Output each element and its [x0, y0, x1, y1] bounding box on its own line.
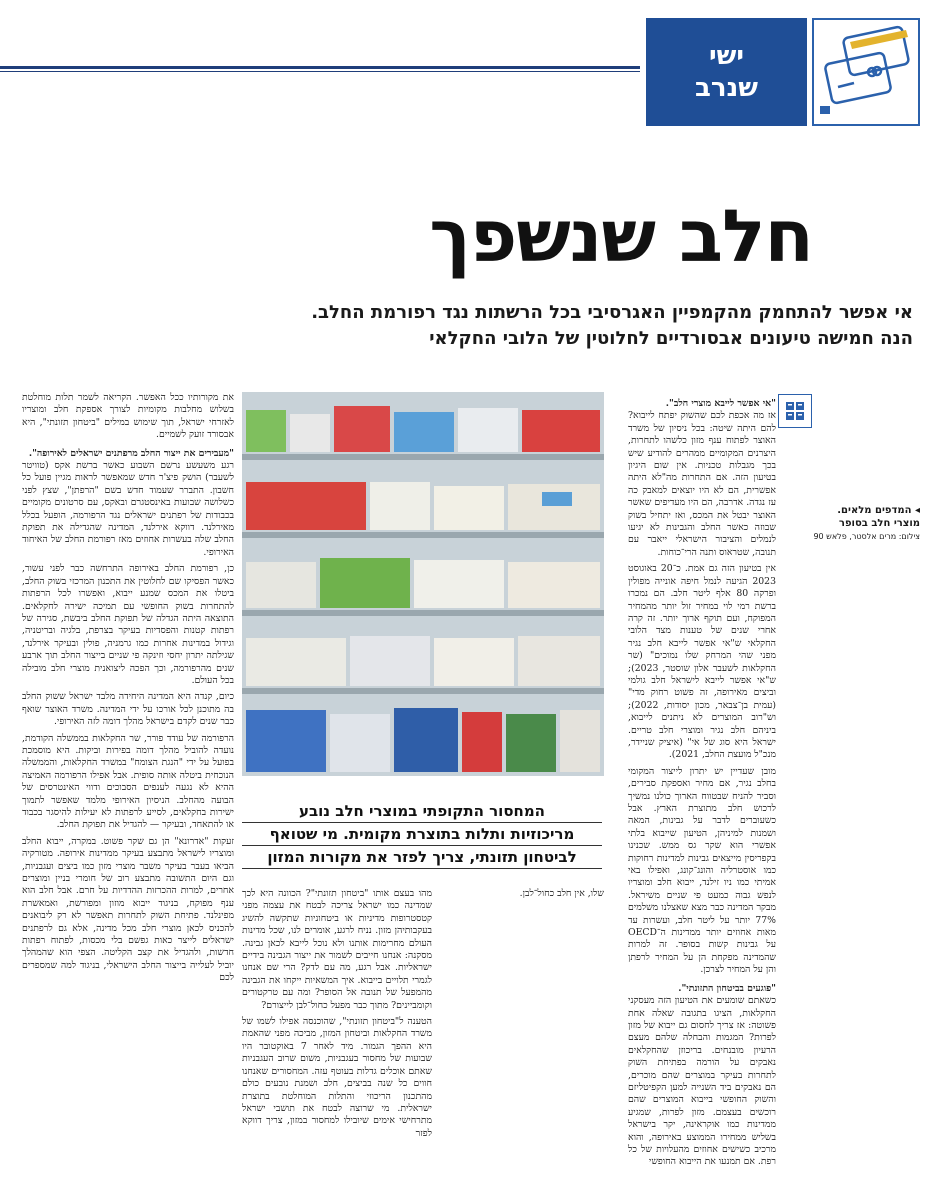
section-heading: "מעבירים את ייצור החלב מרפתנים ישראלים לאירופה".	[28, 447, 234, 459]
photo-credit: צילום: מרים אלסטר, פלאש 90	[813, 532, 920, 541]
column-left	[22, 392, 234, 1192]
column-right	[628, 392, 776, 1192]
paragraph: כן, רפורמת החלב באירופה התרחשה כבר לפני עשור, כאשר הפסיקו שם לחלוטין את התכנון המרכזי בשוק החלב, ביטלו את המכס שמנע ייבוא, ואפשרו לכל הרפתות להתחרות בשוק החופשי עם תמיכה ישירה לחקלאים. התוצאה היתה הגדלה של תפוקת החלב ביבשת, סגירה של רפתות קטנות והפסדיות בעיקר בצרפת, בלגיה ובריטניה, וגידול במדינות אחרות כמו גרמניה, פולין ובעיקר אירלנד, שגילתה יתרון יחסי וזינקה פי שניים בייצור החלב תוך ארבע שנים מהרפורמה, וכך הפכה ליצואנית מוצרי חלב מובילה בכל העולם.	[22, 563, 234, 686]
paragraph: רגע משעשע נרשם השבוע כאשר ברשת אקס (טוויטר לשעבר) הושק פיצ'ר חדש שמאפשר לראות מגיין פועל כל חשבון. התברר שעמוד חדש בשם "הרפתן", שצץ לפני כשלושה שבועות באינסטגרם ובאקס, עם סרטונים מקומיים בכבודות של רפתנים ישראלים נגד הרפורמה, הופעל בכלל מאירלנד. דווקא אירלנד, המדינה שהגדילה את תפוקת החלב שלה בעשרות אחוזים מאז רפורמת החלב של האיחוד האירופי.	[22, 460, 234, 558]
pull-quote-line: מריכוזיות ותלות בתוצרת מקומית. מי שטואף	[242, 823, 602, 846]
subhead-line-2: הנה חמישה טיעונים אבסורדיים לחלוטין של הלובי החקלאי	[429, 328, 913, 349]
column-middle-right	[440, 888, 604, 1194]
author-last-name: שנרב	[695, 73, 759, 103]
paragraph: כיום, קנדה היא המדינה היחידה מלבד ישראל ששוק החלב בה מתוכנן לכל אורכו על ידי המדינה. משרד האוצר שואף כבר שנים לקדם בישראל מהלך דומה לזה האירופי.	[22, 691, 234, 728]
article-subhead	[33, 300, 913, 352]
paragraph: כשאתם שומעים את הטיעון הזה מעסקני החקלאות, הציגו בתגובה שאלה אחת פשוטה: אז צריך לחסום גם ייבוא של מזון לפרות? המגמות והבחלה שלהם מעצם הרעיון מובנחים. בריכוזן שהחקלאים נאבקים על הורמה בפתיחת השוק לתחרות בעיקר במוצרים שהם מוכרים, הם נאבקים ביד השנייה למען הקפיטליזם והשוק החופשי בייבוא המוצרים שהם רוכשים בעצמם. מזון לפרות, שמגיע ממדינות כמו אוקראינה, יקר בישראל בשליש ממחירו הממוצע באירופה, והוא מרכיב כשישים אחוזים מהעלויות של כל רפת. אם תמנעו את הייבוא החופשי	[628, 995, 776, 1168]
author-first-name: ישי	[708, 41, 745, 71]
paragraph: אז מה אכפת לכם שהשוק יפתח לייבוא? להם היתה שיטה: בכל ניסיון של משרד האוצר לפתוח ענף מזון כלשהו לתחרות, היצרנים המקומיים ממהרים להודיע שיש בכך מגבלות טכניות. אין שום היגיון בטיעון הזה. אם התחרות מה"לא היתה אפשרית, הם לא היו יוצאים למאבק כה עז נגדה. אדרבה, הם היו מעדיפים שאשר האוצר יבטל את המכס, ואז יתחיל בשוק שבוזה כאשר החלב והגבינות לא יגיעו לנמלים והציבור הישראלי ייאבר עם תנובה, שטראוס ותנה הרי־כוחות.	[628, 410, 776, 558]
header-rule-thin	[0, 71, 640, 72]
paragraph: את מקורותיו ככל האפשר. הקריאה לשמר תלות מוחלטת בשלוש מחלבות מקומיות לצורך אספקת חלב ומוצריו לאזרחי ישראל, תוך שימוש במילים "ביטחון תזונתי", היא אבסורד זועק לשמיים.	[22, 392, 234, 441]
pull-quote-line: המחסור התקופתי במוצרי חלב נובע	[242, 800, 602, 823]
paragraph: אין בטיעון הזה גם אמת. כ־20 באוגוסט 2023 הגיעה לנמל חיפה אונייה מפולין ופרקה 80 אלף ליטר חלב. הם נמכרו ברשת רמי לוי במחיר זול יותר מהמחיר המפוקח, ועם תוקף ארוך יותר. זה קרה אחרי שנים של טענות מצד הלובי החקלאי ש"אי אפשר לייבא חלב נגיר מפני שהי המרחק שלו נמוכים" (שר החקלאות לשעבר אלון שוסטר, 2023); ש"אי אפשר לייבא לישראל חלב גולמי וביצים מאירופה, זה פשוט רחוק מדי" (עמית בן־צבאר, מכון יסודות, 2022); וש"רוב המוצרים לא ניתנים לייבוא, ביניהם חלב נגיר ומוצרי חלב טריים. ישראל היא סוג של אי" (איציק שניידר, מנכ"ל מועצת החלב, 2021).	[628, 563, 776, 761]
paragraph: מובן שעדיין יש יתרון לייצור המקומי בחלב נגיר, אם מחיר ואספקת סבירים, וסביר להניח שבטווח הארוך כולנו נמשיך לרכוש חלב מתוצרת הארץ. אבל כשעוברים לדבר על גבינות, המאה ושמנות למיניהן, הטיעון שייבוא בלתי אפשרי הוא שקר גס ממש. שכנינו בקפריסין מייצאים גבינות למדינות רחוקות כמו אוסטרליה והונג־קונג, ואפילו באי אמיתי כמו ניו זילנד, ייבוא חלב ומוצריו לנפש גבוה כמעט פי שניים משיראל. מבקר המדינה כבר מצא שאצלנו משלמים 77% יותר על ליטר חלב, ועשרות עד מאות אחוזים יותר ממדינות ה־OECD על גבינות קשות בסופר. זה למרות שהמדינה מפקחת הן על המחיר לרפתן והן על המחיר לצרכן.	[628, 765, 776, 976]
section-heading: "פוגעים בביטחון התזונתי".	[678, 982, 776, 994]
column-middle	[242, 888, 432, 1194]
article-headline: חלב שנשפך	[429, 194, 813, 278]
pull-quote-line: לביטחון תזונתי, צריך לפזר את מקורות המזון	[242, 846, 602, 869]
paragraph: מהו בעצם אותו "ביטחון תזונתי"? הכוונה היא לכך שמדינה כמו ישראל צריכה לבטח את עצמה מפני קטסטרופות מדיניות או ביטחוניות שתקשה להשיג בעקבותיהן מזון. נניח לרגע, אומרים לנו, שכל מדינות העולם מחרימות אותנו ולא נוכל לייבא לכאן גבינה. מסקנה: אנחנו חייבים לשמור את ייצור הגבינה בידיים ישראליות. אבל רגע, מה עם לדק? הרי שם אנחנו לגמרי תלויים בייבוא. איך המשאיות ייקחו את הגבינה מהמפעל של תנובה אל הסופר? ומה עם טרקטורים וקומביינים? מתוך כבר מפעל כחול־לבן לייצורם?	[242, 888, 432, 1011]
grid-icon	[778, 394, 812, 428]
paragraph: זעקות "אדרונא" הן גם שקר פשוט. במקרה, ייבוא החלב ומוצריו לישראל מתבצע בעיקר ממדינות אירופה. מטורקיה הביאו בעבר בעיקר משבר מוצרי מזון כמו ביצים ועגבניות, וגם היום התשובה מתבצע רוב של חומרי בניין ומוצרים אחרים, למרות ההכרזות ההדדיות על חרם. אבל חלב הוא ענף מפוקח, בניגוד ייבוא מוזון ומפורשת, ואמאשרת מפינלנד. פתיחת השוק לתחרות תאפשר לא רק ליבואנים להכניס לכאן מוצרי חלב מכל מדינה, אלא גם לרפתנים ישראלים לייצר כאות גפשם בלי מכסות, לפתוח רפתות חדשות, ולהגדיל את קצב הקליטה. הצפי הוא שהמהלך יוביל לעלייה בייצור החלב הישראלי, בניגוד למה שמספרים לכם	[22, 835, 234, 984]
supermarket-shelf-photo	[242, 392, 604, 776]
caption-pointer-icon: ◂	[914, 505, 920, 516]
subhead-line-1: אי אפשר להתחמק מהקמפיין האגרסיבי בכל הרשתות נגד רפורמת החלב.	[311, 302, 913, 323]
author-tag	[646, 18, 807, 126]
caption-title: המדפים מלאים. מוצרי חלב בסופר	[837, 505, 920, 529]
paragraph: שלו, אין חלב כחול־לבן.	[519, 888, 604, 899]
pull-quote	[242, 800, 602, 869]
paragraph: הטענה ל"ביטחון תזונתי", שהוכנסה אפילו לשמו של משרד החקלאות וביטחון המזון, מביכה מפני שהאמת היא ההפך הגמור. מיד לאחר 7 באוקטובר היו שבועות של מחסור בעגבניות, משום שרוב העגבניות שאתם אוכלים גדלות בעוטף עזה. המחסורים שאנחנו חווים כל שנה בביצים, חלב ושמנת נובעים כולם מהתכנון הריכוזי והתלות המוחלטת בתוצרת ישראלית. מי שרוצה לבטח את תושבי ישראל מתרחישי אימים שיובילו למחסור במזון, צריך דווקא לפזר	[242, 1016, 432, 1139]
paragraph: הרפורמה של עודד פורר, שר החקלאות בממשלה הקודמת, נועדה להוביל מהלך דומה בפירות וביקות. היא מוסמכת בפועל על ידי "הנגת הצומח" במשרד החקלאות, והממשלה הנוכחית ביטלה אותה סופית. אבל אפילו הרפורמה האמיצה ההיא לא נגעה לענפים הסבוכים ודווי האינטרסים של הבועה מהחלב. הניסיון האירופי מלמד שאפשר לתמוך ישירות בחקלאים, לסייע לרפתות לא יעילות להיסגר בכבוד או להתאחד, ובעיקר — להגדיל את תפוקת החלב.	[22, 732, 234, 831]
photo-caption	[808, 504, 920, 542]
header-rule	[0, 66, 640, 69]
section-heading: "אי אפשר לייבא מוצרי חלב".	[665, 398, 776, 409]
credit-card-icon	[812, 18, 920, 126]
